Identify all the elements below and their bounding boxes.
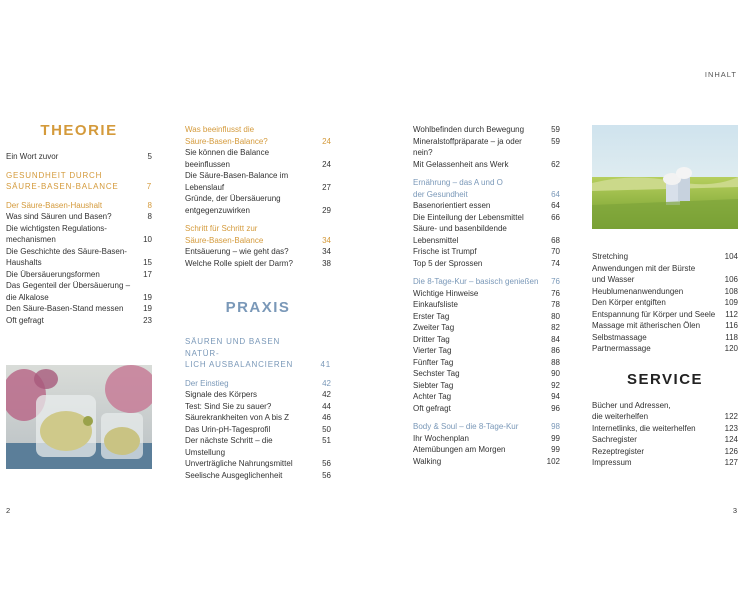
- toc-entry[interactable]: [592, 297, 738, 309]
- toc-entry-page: 108: [724, 286, 738, 296]
- toc-entry[interactable]: [185, 147, 331, 159]
- toc-entry-page: 24: [322, 136, 331, 146]
- toc-entry-title: Sie können die Balance: [185, 148, 270, 157]
- toc-entry[interactable]: [592, 332, 738, 344]
- toc-entry-page: 34: [322, 247, 331, 256]
- toc-entry-page: 80: [551, 311, 560, 321]
- toc-entry-title: Säurekrankheiten von A bis Z: [185, 413, 290, 422]
- toc-entry[interactable]: [592, 434, 738, 446]
- toc-entry-title: Säure- und basenbildende: [413, 224, 507, 233]
- toc-entry[interactable]: [6, 280, 152, 292]
- toc-entry[interactable]: [592, 411, 738, 423]
- toc-entry-page: 8: [147, 212, 152, 221]
- toc-entry-title: Einkaufsliste: [413, 300, 458, 309]
- toc-entry-page: 42: [322, 390, 331, 399]
- toc-entry-title: Wichtige Hinweise: [413, 288, 479, 298]
- toc-entry[interactable]: Ein Wort zuvor 5: [6, 152, 152, 161]
- toc-entry-title: Lebensmittel: [413, 235, 459, 245]
- toc-entry[interactable]: [185, 182, 331, 194]
- toc-entry[interactable]: [6, 292, 152, 304]
- toc-entry[interactable]: [413, 433, 560, 445]
- toc-entry-page: 17: [143, 269, 152, 279]
- toc-entry-page: 118: [725, 332, 738, 342]
- toc-entry[interactable]: [592, 251, 738, 263]
- toc-entry[interactable]: [185, 136, 331, 148]
- toc-entry[interactable]: [592, 446, 738, 458]
- toc-entry-page: 96: [551, 403, 560, 413]
- toc-entry-title: Den Säure-Basen-Stand messen: [6, 304, 124, 313]
- toc-entry-title: beeinflussen: [185, 159, 230, 169]
- toc-entry-page: [317, 124, 331, 136]
- toc-entry-page: 99: [551, 433, 560, 443]
- toc-entry-title: Rezeptregister: [592, 446, 645, 456]
- toc-entry-page: [138, 246, 152, 258]
- toc-entry-title: Mineralstoffpräparate – ja oder nein?: [413, 136, 522, 157]
- toc-entry[interactable]: [413, 223, 560, 235]
- toc-entry-title: Welche Rolle spielt der Darm?: [185, 258, 293, 268]
- toc-entry[interactable]: [413, 391, 560, 403]
- toc-entry-page: 92: [551, 380, 560, 390]
- toc-entry[interactable]: [185, 159, 331, 171]
- toc-entry-title: Schritt für Schritt zur: [185, 224, 258, 233]
- toc-entry[interactable]: [6, 211, 152, 223]
- toc-entry-page: 123: [724, 423, 738, 433]
- toc-entry-title: Massage mit ätherischen Ölen: [592, 321, 701, 330]
- toc-entry-title: Zweiter Tag: [413, 323, 455, 332]
- toc-entry-page: 84: [551, 334, 560, 344]
- toc-entry-title: Anwendungen mit der Bürste: [592, 263, 696, 273]
- toc-section[interactable]: GESUNDHEIT DURCH: [6, 170, 103, 180]
- toc-entry-page: 120: [724, 344, 738, 353]
- toc-entry[interactable]: [413, 159, 560, 171]
- toc-entry-page: 59: [551, 125, 560, 134]
- toc-entry[interactable]: [592, 286, 738, 298]
- toc-entry-title: Was beeinflusst die: [185, 125, 255, 134]
- toc-entry-title: Selbstmassage: [592, 332, 647, 342]
- toc-entry[interactable]: [6, 257, 152, 269]
- toc-entry-page: 68: [551, 235, 560, 245]
- toc-entry-page: 116: [725, 321, 738, 330]
- toc-subheading[interactable]: Die 8-Tage-Kur – basisch genießen 76: [413, 277, 560, 286]
- toc-entry-title: Haushalts: [6, 258, 42, 267]
- toc-entry[interactable]: [413, 124, 560, 136]
- toc-entry[interactable]: [6, 234, 152, 246]
- toc-entry[interactable]: [185, 124, 331, 136]
- toc-entry-title: Internetlinks, die weiterhelfen: [592, 423, 696, 433]
- toc-subheading[interactable]: Body & Soul – die 8-Tage-Kur 98: [413, 422, 560, 431]
- toc-entry-title: Die Übersäuerungsformen: [6, 269, 100, 279]
- toc-entry-title: Partnermassage: [592, 344, 651, 353]
- toc-entry-page: 46: [322, 413, 331, 422]
- toc-entry[interactable]: [185, 170, 331, 182]
- toc-entry[interactable]: [413, 322, 560, 334]
- toc-entry-title: Der nächste Schritt – die Umstellung: [185, 436, 273, 457]
- toc-entry[interactable]: [413, 299, 560, 311]
- praxis-heading: PRAXIS: [225, 299, 291, 316]
- toc-column-2: [185, 124, 331, 481]
- toc-entry[interactable]: [413, 403, 560, 415]
- toc-entry-page: 64: [551, 189, 560, 199]
- toc-entry-page: 99: [551, 445, 560, 454]
- toc-entry-title: Walking: [413, 456, 442, 466]
- service-heading: SERVICE: [626, 370, 704, 388]
- toc-entry-page: [317, 170, 331, 182]
- toc-entry-page: 78: [551, 300, 560, 309]
- toc-entry-page: 70: [551, 247, 560, 256]
- grass-feet-photo: [592, 125, 738, 229]
- toc-entry-title: Die Einteilung der Lebensmittel: [413, 212, 524, 222]
- toc-entry-title: Siebter Tag: [413, 380, 454, 390]
- toc-entry-page: 127: [724, 458, 738, 467]
- toc-entry[interactable]: [185, 205, 331, 217]
- toc-entry-page: 126: [724, 446, 738, 456]
- toc-entry-title: Entsäuerung – wie geht das?: [185, 247, 289, 256]
- toc-entry-title: Dritter Tag: [413, 334, 450, 344]
- toc-subheading[interactable]: Der Säure-Basen-Haushalt 8: [6, 200, 152, 210]
- toc-entry-page: 44: [322, 401, 331, 411]
- toc-entry-title: Die wichtigsten Regulations-: [6, 223, 107, 233]
- toc-entry-page: [724, 400, 738, 412]
- toc-entry[interactable]: [413, 200, 560, 212]
- section-label: INHALT: [704, 70, 737, 79]
- toc-entry[interactable]: [413, 345, 560, 357]
- toc-column-4: [592, 251, 738, 469]
- toc-entry-title: Heublumenanwendungen: [592, 286, 684, 296]
- toc-entry-title: Test: Sind Sie zu sauer?: [185, 401, 272, 411]
- toc-entry[interactable]: [413, 258, 560, 270]
- toc-entry-page: 56: [322, 459, 331, 468]
- toc-entry[interactable]: [185, 412, 331, 424]
- toc-entry[interactable]: [413, 212, 560, 224]
- page-number-right: 3: [732, 506, 737, 515]
- page-number-left: 2: [6, 506, 11, 515]
- toc-entry-title: Fünfter Tag: [413, 357, 454, 367]
- toc-entry-title: der Gesundheit: [413, 189, 468, 199]
- toc-entry-page: [546, 177, 560, 189]
- toc-entry[interactable]: [592, 274, 738, 286]
- toc-entry-title: Lebenslauf: [185, 182, 225, 192]
- toc-entry[interactable]: [592, 343, 738, 355]
- toc-entry-page: 59: [551, 136, 560, 146]
- toc-entry-page: 94: [551, 392, 560, 401]
- toc-entry-page: 106: [724, 275, 738, 284]
- toc-entry-page: [546, 223, 560, 235]
- toc-entry[interactable]: [185, 401, 331, 413]
- toc-entry-title: Säure-Basen-Balance: [185, 235, 264, 245]
- toc-entry-page: 122: [724, 412, 738, 421]
- toc-entry[interactable]: [6, 223, 152, 235]
- toc-entry[interactable]: [592, 400, 738, 412]
- toc-entry-page: 51: [322, 436, 331, 445]
- toc-entry[interactable]: [413, 177, 560, 189]
- toc-entry[interactable]: [592, 457, 738, 469]
- toc-entry-title: Atemübungen am Morgen: [413, 445, 506, 454]
- toc-entry[interactable]: [413, 246, 560, 258]
- toc-entry-title: Das Urin-pH-Tagesprofil: [185, 424, 271, 434]
- toc-entry[interactable]: [413, 456, 560, 468]
- toc-entry-page: 34: [322, 235, 331, 245]
- toc-entry[interactable]: [185, 389, 331, 401]
- toc-entry-title: Mit Gelassenheit ans Werk: [413, 159, 509, 169]
- toc-entry-title: Säure-Basen-Balance?: [185, 136, 268, 146]
- toc-entry-title: Oft gefragt: [413, 403, 451, 413]
- toc-entry-page: 29: [322, 205, 331, 215]
- toc-entry-page: 102: [546, 456, 560, 466]
- toc-entry-title: Frische ist Trumpf: [413, 247, 477, 256]
- toc-entry-page: [317, 147, 331, 159]
- toc-entry-page: 10: [143, 235, 152, 244]
- toc-entry[interactable]: [592, 320, 738, 332]
- toc-entry-page: [138, 223, 152, 235]
- toc-entry-page: 76: [551, 288, 560, 298]
- toc-entry-page: 19: [143, 304, 152, 313]
- toc-entry-title: Seelische Ausgeglichenheit: [185, 470, 283, 480]
- toc-entry-page: [317, 223, 331, 235]
- toc-entry-title: Basenorientiert essen: [413, 201, 491, 210]
- toc-entry[interactable]: [413, 189, 560, 201]
- toc-entry-page: 112: [725, 309, 738, 319]
- toc-entry[interactable]: [6, 269, 152, 281]
- toc-entry-page: 15: [143, 258, 152, 267]
- toc-section[interactable]: SÄUREN UND BASEN NATÜR-: [185, 337, 281, 358]
- toc-entry-title: Die Geschichte des Säure-Basen-: [6, 246, 127, 256]
- toc-subheading[interactable]: Der Einstieg 42: [185, 378, 331, 388]
- sprouts-photo: [6, 365, 152, 469]
- toc-entry-title: Sachregister: [592, 435, 637, 444]
- toc-entry-page: 86: [551, 346, 560, 355]
- toc-entry[interactable]: [413, 444, 560, 456]
- toc-entry-page: 109: [724, 298, 738, 307]
- toc-entry-title: Was sind Säuren und Basen?: [6, 212, 112, 221]
- toc-entry-page: 56: [322, 470, 331, 480]
- toc-entry-page: 27: [322, 182, 331, 192]
- toc-entry-page: [724, 263, 738, 275]
- toc-entry-title: Entspannung für Körper und Seele: [592, 309, 716, 319]
- toc-entry-page: 82: [551, 323, 560, 332]
- toc-entry-page: 24: [322, 159, 331, 169]
- toc-entry-title: Bücher und Adressen,: [592, 400, 671, 410]
- toc-entry-title: Top 5 der Sprossen: [413, 258, 483, 268]
- toc-entry-title: Die Säure-Basen-Balance im: [185, 171, 289, 180]
- toc-entry[interactable]: [592, 423, 738, 435]
- toc-entry[interactable]: [413, 311, 560, 323]
- toc-entry[interactable]: [185, 246, 331, 258]
- toc-entry-title: Vierter Tag: [413, 346, 452, 355]
- toc-entry[interactable]: [185, 470, 331, 482]
- toc-entry-title: Erster Tag: [413, 311, 450, 321]
- toc-entry[interactable]: [413, 357, 560, 369]
- toc-entry-title: Gründe, der Übersäuerung: [185, 194, 281, 203]
- toc-entry-page: 90: [551, 369, 560, 378]
- toc-entry-page: 50: [322, 424, 331, 434]
- toc-entry-title: Oft gefragt: [6, 315, 44, 325]
- toc-section[interactable]: LICH AUSBALANCIEREN 41: [185, 360, 331, 369]
- toc-entry-page: [317, 193, 331, 205]
- toc-entry-page: 64: [551, 201, 560, 210]
- toc-entry-page: 23: [143, 315, 152, 325]
- theorie-heading: THEORIE: [40, 122, 118, 139]
- toc-entry[interactable]: [592, 309, 738, 321]
- toc-entry-title: Impressum: [592, 458, 632, 467]
- toc-entry-title: Ihr Wochenplan: [413, 433, 469, 443]
- toc-entry[interactable]: [6, 303, 152, 315]
- toc-entry[interactable]: [413, 235, 560, 247]
- toc-column-3: [413, 124, 560, 467]
- toc-entry[interactable]: [185, 424, 331, 436]
- toc-entry-title: Achter Tag: [413, 392, 452, 401]
- toc-entry[interactable]: [185, 258, 331, 270]
- toc-entry[interactable]: [6, 315, 152, 327]
- toc-entry[interactable]: [185, 235, 331, 247]
- toc-entry[interactable]: [6, 246, 152, 258]
- toc-entry-title: Ernährung – das A und O: [413, 178, 503, 187]
- toc-entry-title: mechanismen: [6, 235, 56, 244]
- toc-entry[interactable]: [185, 458, 331, 470]
- toc-entry[interactable]: [185, 435, 331, 458]
- toc-entry-title: die weiterhelfen: [592, 412, 649, 421]
- toc-entry-page: 88: [551, 357, 560, 367]
- toc-entry-title: Das Gegenteil der Übersäuerung –: [6, 281, 131, 290]
- toc-entry-page: 66: [551, 212, 560, 222]
- toc-entry-page: 124: [724, 435, 738, 444]
- toc-entry-title: Signale des Körpers: [185, 390, 258, 399]
- toc-entry-title: Den Körper entgiften: [592, 298, 666, 307]
- toc-entry[interactable]: [185, 223, 331, 235]
- toc-section[interactable]: SÄURE-BASEN-BALANCE 7: [6, 182, 152, 191]
- toc-entry-title: Wohlbefinden durch Bewegung: [413, 125, 525, 134]
- toc-entry[interactable]: [413, 334, 560, 346]
- toc-entry[interactable]: [185, 193, 331, 205]
- toc-entry-title: entgegenzuwirken: [185, 205, 250, 215]
- toc-entry-title: Sechster Tag: [413, 369, 460, 378]
- toc-entry-page: 19: [143, 292, 152, 302]
- toc-entry[interactable]: [413, 380, 560, 392]
- toc-entry[interactable]: [413, 136, 560, 159]
- toc-entry[interactable]: [413, 288, 560, 300]
- toc-entry-title: Stretching: [592, 252, 629, 261]
- toc-entry-title: und Wasser: [592, 275, 635, 284]
- toc-entry-title: Unverträgliche Nahrungsmittel: [185, 459, 293, 468]
- toc-entry-page: 104: [724, 252, 738, 261]
- toc-column-1: [6, 122, 152, 326]
- toc-entry[interactable]: [592, 263, 738, 275]
- toc-entry-page: [138, 280, 152, 292]
- toc-entry-page: 38: [322, 258, 331, 268]
- toc-entry[interactable]: [413, 368, 560, 380]
- toc-entry-title: die Alkalose: [6, 292, 49, 302]
- toc-entry-page: 74: [551, 258, 560, 268]
- toc-entry-page: 62: [551, 159, 560, 169]
